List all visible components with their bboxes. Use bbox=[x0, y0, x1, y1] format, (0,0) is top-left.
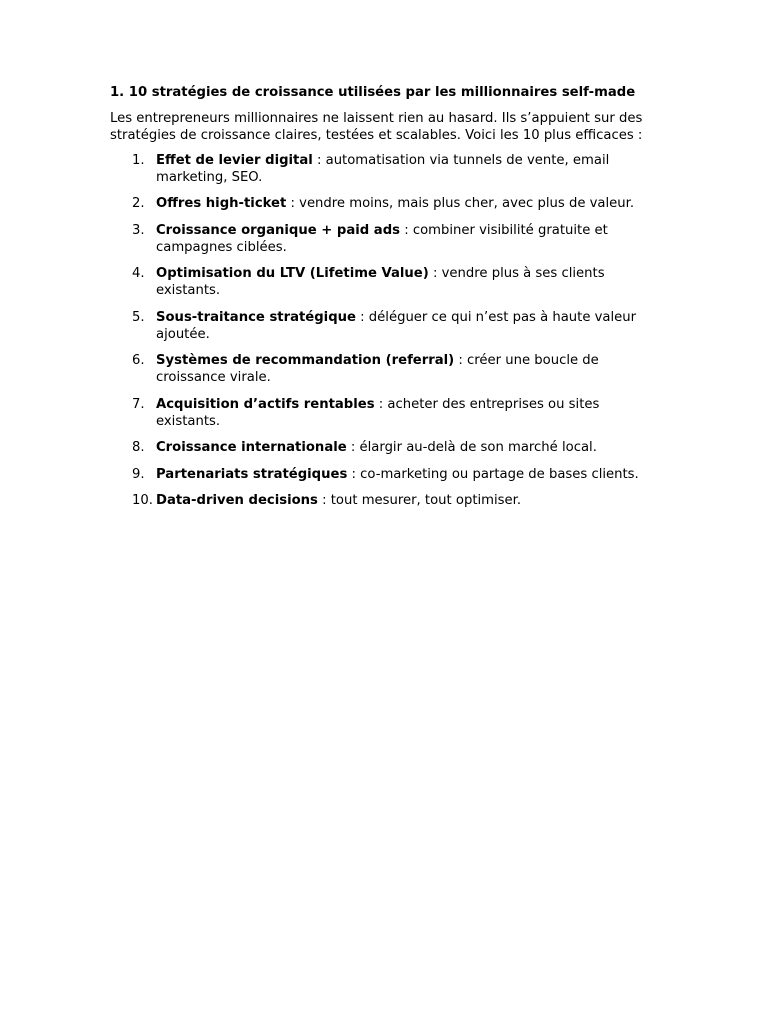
list-item-description: : combiner visibilité gratuite et campagnes ciblées. bbox=[156, 222, 608, 255]
list-item-text bbox=[156, 439, 662, 456]
list-item-description: : déléguer ce qui n’est pas à haute valeur ajoutée. bbox=[156, 309, 637, 342]
list-item-number: 1. bbox=[132, 152, 145, 168]
list-item-term: Data-driven decisions bbox=[156, 493, 318, 508]
list-item-description: : vendre moins, mais plus cher, avec plus de valeur. bbox=[286, 196, 635, 211]
list-item bbox=[110, 396, 662, 430]
list-item-number: 7. bbox=[132, 396, 145, 412]
list-item-description: : automatisation via tunnels de vente, email marketing, SEO. bbox=[156, 152, 610, 185]
list-item bbox=[110, 222, 662, 256]
list-item-number: 9. bbox=[132, 466, 145, 482]
section-heading: 1. 10 stratégies de croissance utilisées par les millionnaires self-made bbox=[110, 85, 636, 100]
list-item-description: : vendre plus à ses clients existants. bbox=[156, 266, 605, 298]
list-item-term: Croissance internationale bbox=[156, 440, 347, 455]
list-item-term: Partenariats stratégiques bbox=[156, 466, 348, 482]
list-item bbox=[110, 439, 662, 456]
list-item-term: Croissance organique + paid ads bbox=[156, 222, 400, 238]
list-item-text bbox=[156, 222, 662, 256]
list-item-text bbox=[156, 466, 662, 483]
list-item-number: 10. bbox=[132, 493, 153, 508]
list-item bbox=[110, 466, 662, 483]
list-item-description: : acheter des entreprises ou sites existants. bbox=[156, 396, 600, 429]
list-item-term: Sous-traitance stratégique bbox=[156, 309, 356, 325]
list-item-text bbox=[156, 195, 662, 212]
strategy-list bbox=[110, 152, 662, 510]
list-item-text bbox=[156, 396, 662, 430]
list-item-number: 2. bbox=[132, 196, 145, 211]
list-item-number: 4. bbox=[132, 266, 145, 281]
intro-paragraph: Les entrepreneurs millionnaires ne laissent rien au hasard. Ils s’appuient sur des stratégies de croissance claires, testées et scalables. Voici les 10 plus efficaces : bbox=[110, 110, 643, 143]
list-item-description: : tout mesurer, tout optimiser. bbox=[317, 493, 522, 508]
list-item bbox=[110, 195, 662, 212]
list-item-number: 8. bbox=[132, 440, 145, 455]
list-item-text bbox=[156, 265, 662, 299]
list-item bbox=[110, 309, 662, 343]
document-page bbox=[110, 84, 662, 519]
list-item-description: : co-marketing ou partage de bases clients. bbox=[347, 466, 639, 482]
list-item-number: 3. bbox=[132, 222, 145, 238]
list-item-term: Effet de levier digital bbox=[156, 152, 313, 168]
list-item-number: 5. bbox=[132, 309, 145, 325]
list-item-text bbox=[156, 492, 662, 509]
list-item-text bbox=[156, 352, 662, 386]
list-item bbox=[110, 352, 662, 386]
list-item-description: : créer une boucle de croissance virale. bbox=[156, 353, 599, 385]
list-item bbox=[110, 152, 662, 186]
list-item-term: Offres high-ticket bbox=[156, 196, 287, 211]
list-item bbox=[110, 265, 662, 299]
list-item-term: Optimisation du LTV (Lifetime Value) bbox=[156, 266, 429, 281]
list-item bbox=[110, 492, 662, 509]
list-item-text bbox=[156, 152, 662, 186]
list-item-term: Systèmes de recommandation (referral) bbox=[156, 353, 455, 368]
list-item-number: 6. bbox=[132, 353, 145, 368]
list-item-term: Acquisition d’actifs rentables bbox=[156, 396, 375, 412]
list-item-description: : élargir au-delà de son marché local. bbox=[346, 440, 597, 455]
list-item-text bbox=[156, 309, 662, 343]
